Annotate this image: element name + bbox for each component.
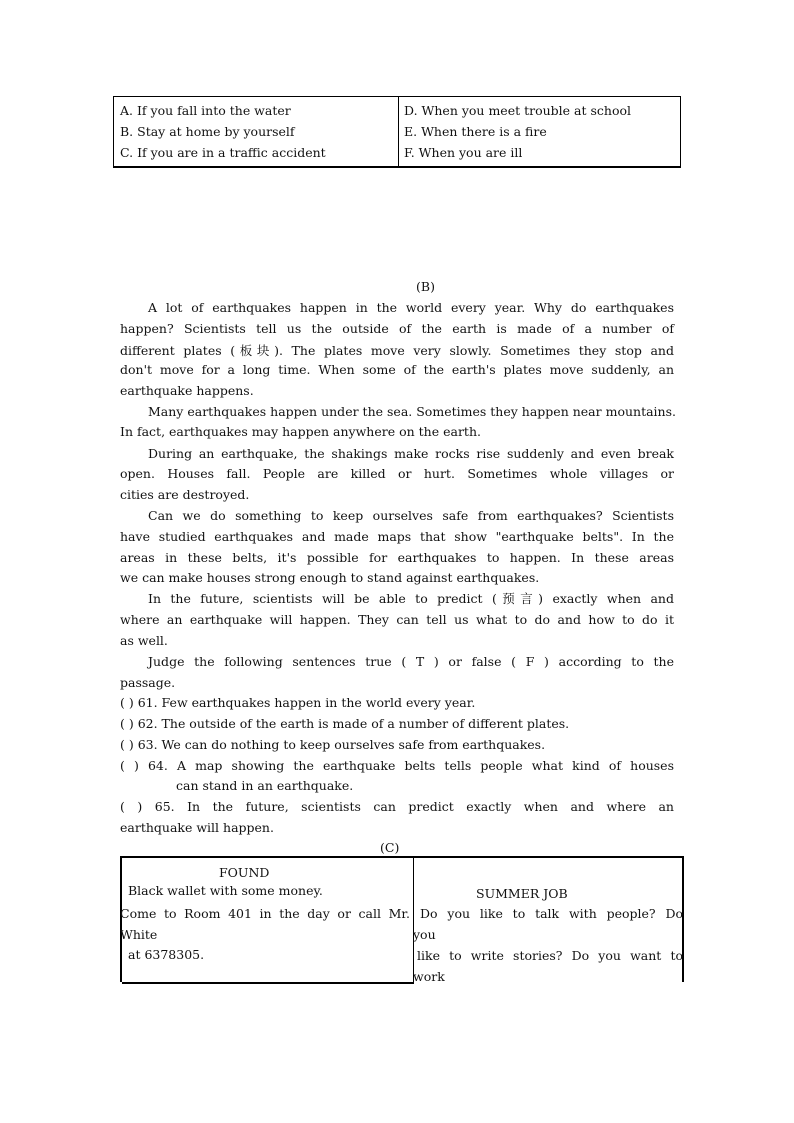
notices-table <box>120 856 684 982</box>
passage-line: happen? Scientists tell us the outside of the earth is made of a number of <box>120 321 674 336</box>
option-c: C. If you are in a traffic accident <box>120 145 326 160</box>
question-64: ( ) 64. A map showing the earthquake belts tells people what kind of houses <box>120 758 674 773</box>
summer-job-line: you <box>413 927 436 942</box>
question-62: ( ) 62. The outside of the earth is made of a number of different plates. <box>120 716 570 731</box>
option-f: F. When you are ill <box>404 145 523 160</box>
passage-line: Judge the following sentences true ( T ) or false ( F ) according to the <box>148 654 674 669</box>
passage-line: open. Houses fall. People are killed or hurt. Sometimes whole villages or <box>120 466 674 481</box>
passage-line: have studied earthquakes and made maps that show "earthquake belts". In the <box>120 529 674 544</box>
found-title: FOUND <box>219 865 270 880</box>
option-b: B. Stay at home by yourself <box>120 124 295 139</box>
passage-line: cities are destroyed. <box>120 487 250 502</box>
found-line: Black wallet with some money. <box>128 883 323 898</box>
passage-line: earthquake happens. <box>120 383 254 398</box>
found-line: Come to Room 401 in the day or call Mr. <box>120 906 410 921</box>
question-65-continued: earthquake will happen. <box>120 820 274 835</box>
passage-line: areas in these belts, it's possible for earthquakes to happen. In these areas <box>120 550 674 565</box>
passage-line: A lot of earthquakes happen in the world every year. Why do earthquakes <box>148 300 674 315</box>
option-a: A. If you fall into the water <box>120 103 291 118</box>
summer-job-line: like to write stories? Do you want to <box>417 948 683 963</box>
summer-job-line: work <box>413 969 445 984</box>
passage-line: Can we do something to keep ourselves safe from earthquakes? Scientists <box>148 508 674 523</box>
passage-line: don't move for a long time. When some of the earth's plates move suddenly, an <box>120 362 674 377</box>
summer-job-title: SUMMER JOB <box>476 886 568 901</box>
passage-line: In the future, scientists will be able to predict (预言) exactly when and <box>148 591 674 606</box>
option-d: D. When you meet trouble at school <box>404 103 632 118</box>
passage-line: Many earthquakes happen under the sea. Sometimes they happen near mountains. <box>148 404 676 419</box>
options-table <box>113 96 681 168</box>
found-line: at 6378305. <box>128 947 205 962</box>
passage-line: where an earthquake will happen. They can tell us what to do and how to do it <box>120 612 674 627</box>
passage-line: different plates (板块). The plates move very slowly. Sometimes they stop and <box>120 343 674 358</box>
passage-line: passage. <box>120 675 176 690</box>
table-bottom-border <box>122 982 414 984</box>
question-64-continued: can stand in an earthquake. <box>176 778 354 793</box>
found-line: White <box>120 927 158 942</box>
question-65: ( ) 65. In the future, scientists can predict exactly when and where an <box>120 799 674 814</box>
table-divider <box>398 97 399 166</box>
passage-line: During an earthquake, the shakings make rocks rise suddenly and even break <box>148 446 674 461</box>
passage-line: we can make houses strong enough to stand against earthquakes. <box>120 570 540 585</box>
question-61: ( ) 61. Few earthquakes happen in the world every year. <box>120 695 476 710</box>
summer-job-line: Do you like to talk with people? Do <box>420 906 683 921</box>
section-b-heading: (B) <box>416 279 435 294</box>
passage-line: as well. <box>120 633 168 648</box>
question-63: ( ) 63. We can do nothing to keep ourselves safe from earthquakes. <box>120 737 546 752</box>
table-divider <box>413 858 414 984</box>
passage-line: In fact, earthquakes may happen anywhere on the earth. <box>120 424 481 439</box>
section-c-heading: (C) <box>380 840 400 855</box>
option-e: E. When there is a fire <box>404 124 547 139</box>
